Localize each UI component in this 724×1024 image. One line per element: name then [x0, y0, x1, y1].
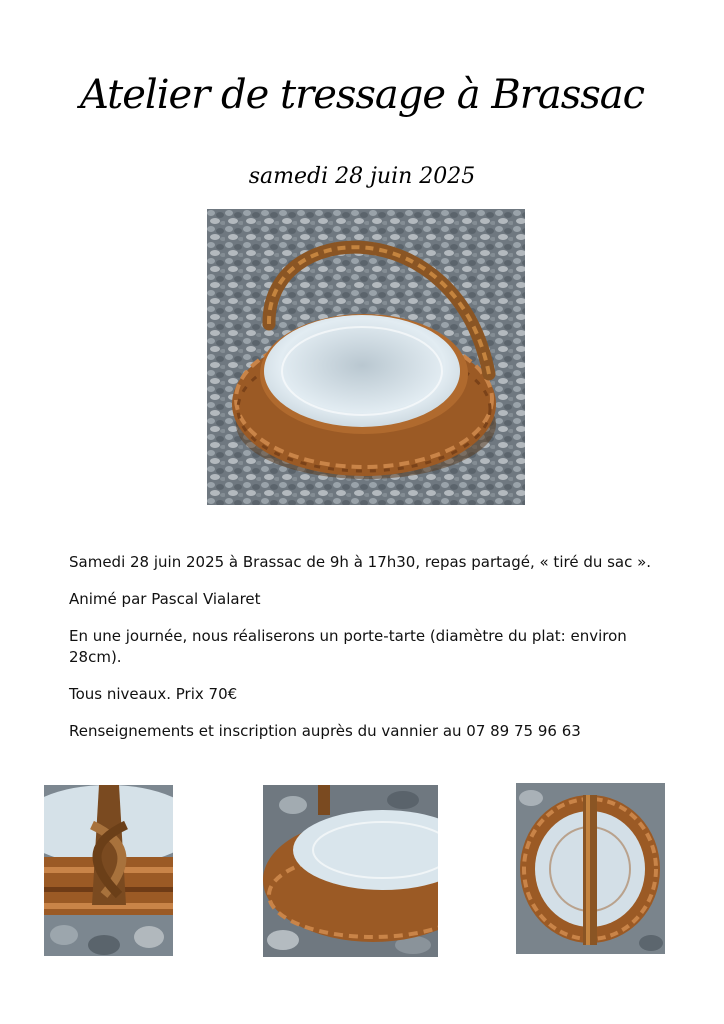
event-details-line: Samedi 28 juin 2025 à Brassac de 9h à 17h30, repas partagé, « tiré du sac ».: [69, 553, 652, 571]
main-basket-photo: [207, 209, 525, 505]
side-view-photo: [263, 785, 438, 957]
event-description: [69, 552, 669, 758]
event-project-line: En une journée, nous réaliserons un porte-tarte (diamètre du plat: environ 28cm).: [69, 627, 627, 666]
top-view-photo: [516, 783, 665, 954]
event-date: samedi 28 juin 2025: [248, 164, 476, 189]
handle-detail-photo: [44, 785, 173, 956]
event-host-line: Animé par Pascal Vialaret: [69, 590, 261, 608]
event-contact-line: Renseignements et inscription auprès du vannier au 07 89 75 96 63: [69, 722, 581, 740]
event-level-price-line: Tous niveaux. Prix 70€: [69, 685, 238, 703]
page-title: Atelier de tressage à Brassac: [79, 72, 644, 118]
